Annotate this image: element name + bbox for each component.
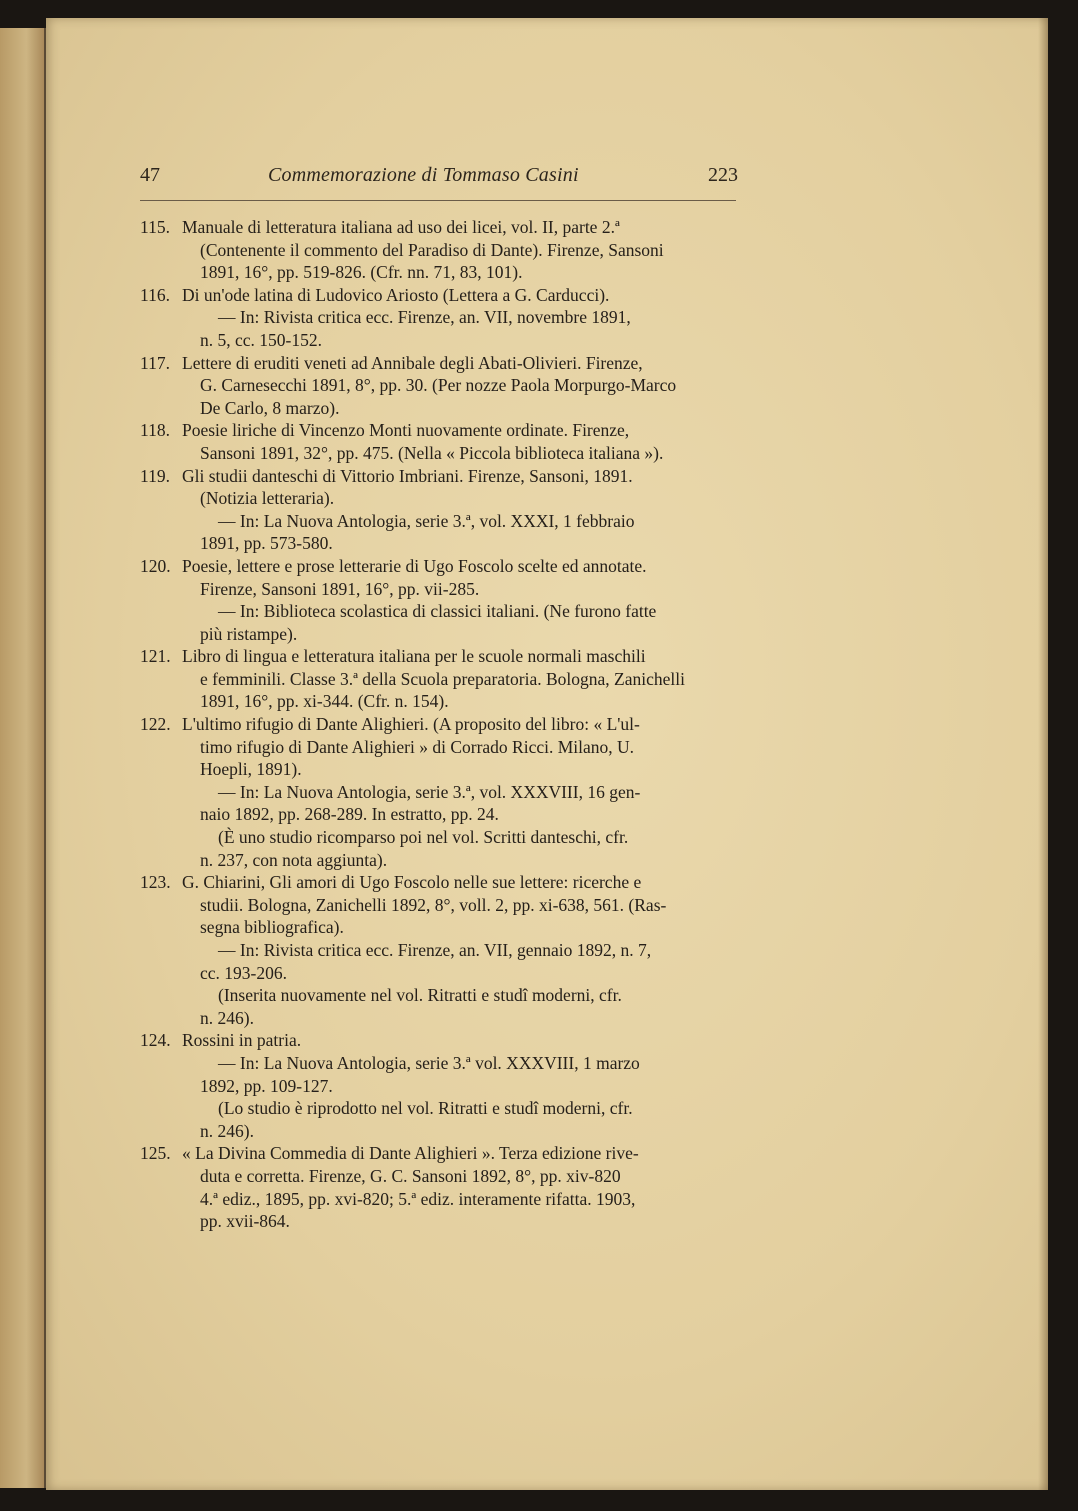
entry-121 <box>140 645 750 713</box>
entry-line: Poesie, lettere e prose letterarie di Ugo Foscolo scelte ed annotate. <box>182 555 647 576</box>
entry-line: — In: La Nuova Antologia, serie 3.ª vol. XXXVIII, 1 marzo <box>218 1052 640 1073</box>
entry-line: L'ultimo rifugio di Dante Alighieri. (A proposito del libro: « L'ul- <box>182 714 640 735</box>
page-number: 223 <box>708 164 738 186</box>
entry-line: « La Divina Commedia di Dante Alighieri ». Terza edizione rive- <box>182 1143 639 1164</box>
entry-119 <box>140 465 750 555</box>
entry-120 <box>140 555 750 645</box>
entry-line: 4.ª ediz., 1895, pp. xvi-820; 5.ª ediz. interamente rifatta. 1903, <box>200 1188 636 1209</box>
page-shade <box>1038 18 1048 1490</box>
entry-line: Manuale di letteratura italiana ad uso dei licei, vol. II, parte 2.ª <box>182 217 620 237</box>
entry-115 <box>140 216 750 284</box>
entry-line: — In: Rivista critica ecc. Firenze, an. VII, novembre 1891, <box>218 307 631 328</box>
entry-number: 118. <box>140 420 170 441</box>
entry-line: duta e corretta. Firenze, G. C. Sansoni 1892, 8°, pp. xiv-820 <box>200 1165 621 1186</box>
entry-123 <box>140 871 750 1029</box>
entry-number: 115. <box>140 217 170 237</box>
entry-number: 119. <box>140 465 170 486</box>
entry-125 <box>140 1142 750 1232</box>
running-head-title: Commemorazione di Tommaso Casini <box>268 164 579 186</box>
entry-line: (Inserita nuovamente nel vol. Ritratti e studî moderni, cfr. <box>218 985 622 1006</box>
entry-line: — In: Rivista critica ecc. Firenze, an. VII, gennaio 1892, n. 7, <box>218 940 652 960</box>
entry-number: 123. <box>140 872 171 893</box>
entry-line: 1892, pp. 109-127. <box>200 1075 333 1096</box>
entry-line: 1891, 16°, pp. xi-344. (Cfr. n. 154). <box>200 691 449 712</box>
entry-line: e femminili. Classe 3.ª della Scuola preparatoria. Bologna, Zanichelli <box>200 668 685 689</box>
entry-line: 1891, 16°, pp. 519-826. (Cfr. nn. 71, 83, 101). <box>200 262 523 283</box>
entry-116 <box>140 284 750 352</box>
left-page-edge <box>0 28 46 1488</box>
running-head-number: 47 <box>140 164 160 186</box>
entry-line: (È uno studio ricomparso poi nel vol. Scritti danteschi, cfr. <box>218 827 629 848</box>
entry-line: naio 1892, pp. 268-289. In estratto, pp. 24. <box>200 804 499 825</box>
entry-line: De Carlo, 8 marzo). <box>200 397 340 418</box>
entry-line: studii. Bologna, Zanichelli 1892, 8°, voll. 2, pp. xi-638, 561. (Ras- <box>200 894 667 915</box>
entry-line: Rossini in patria. <box>182 1030 302 1051</box>
entry-line: n. 237, con nota aggiunta). <box>200 849 388 870</box>
entry-number: 117. <box>140 352 170 373</box>
header-rule <box>140 200 736 201</box>
entry-line: Lettere di eruditi veneti ad Annibale degli Abati-Olivieri. Firenze, <box>182 352 643 373</box>
entry-line: — In: La Nuova Antologia, serie 3.ª, vol. XXXI, 1 febbraio <box>218 510 635 531</box>
entry-line: timo rifugio di Dante Alighieri » di Corrado Ricci. Milano, U. <box>200 736 635 757</box>
entry-122 <box>140 713 750 871</box>
entry-line: Libro di lingua e letteratura italiana per le scuole normali maschili <box>182 646 646 667</box>
entry-line: G. Carnesecchi 1891, 8°, pp. 30. (Per nozze Paola Morpurgo-Marco <box>200 375 677 396</box>
entry-number: 120. <box>140 555 171 576</box>
entry-line: Sansoni 1891, 32°, pp. 475. (Nella « Piccola biblioteca italiana »). <box>200 442 664 463</box>
entry-number: 116. <box>140 284 170 305</box>
entry-line: — In: La Nuova Antologia, serie 3.ª, vol. XXXVIII, 16 gen- <box>218 781 641 802</box>
entry-line: n. 246). <box>200 1120 254 1141</box>
entry-line: segna bibliografica). <box>200 917 344 938</box>
entry-line: cc. 193-206. <box>200 962 287 983</box>
bibliography-list <box>140 216 750 1233</box>
entry-line: (Lo studio è riprodotto nel vol. Ritratti e studî moderni, cfr. <box>218 1098 633 1119</box>
entry-line: più ristampe). <box>200 623 298 644</box>
entry-line: — In: Biblioteca scolastica di classici italiani. (Ne furono fatte <box>218 601 657 622</box>
entry-number: 122. <box>140 714 171 735</box>
entry-number: 121. <box>140 646 171 667</box>
entry-line: G. Chiarini, Gli amori di Ugo Foscolo nelle sue lettere: ricerche e <box>182 872 642 893</box>
entry-line: Poesie liriche di Vincenzo Monti nuovamente ordinate. Firenze, <box>182 420 630 441</box>
entry-line: 1891, pp. 573-580. <box>200 533 333 554</box>
entry-number: 125. <box>140 1143 171 1164</box>
entry-line: (Notizia letteraria). <box>200 488 335 509</box>
entry-124 <box>140 1029 750 1142</box>
entry-line: (Contenente il commento del Paradiso di Dante). Firenze, Sansoni <box>200 239 664 260</box>
entry-line: pp. xvii-864. <box>200 1211 290 1232</box>
entry-line: Firenze, Sansoni 1891, 16°, pp. vii-285. <box>200 578 480 599</box>
entry-line: n. 246). <box>200 1007 254 1028</box>
entry-line: Gli studii danteschi di Vittorio Imbriani. Firenze, Sansoni, 1891. <box>182 465 633 486</box>
entry-117 <box>140 352 750 420</box>
entry-line: n. 5, cc. 150-152. <box>200 329 322 350</box>
entry-line: Di un'ode latina di Ludovico Ariosto (Lettera a G. Carducci). <box>182 284 610 305</box>
entry-118 <box>140 419 750 464</box>
entry-line: Hoepli, 1891). <box>200 759 302 780</box>
entry-number: 124. <box>140 1030 171 1051</box>
